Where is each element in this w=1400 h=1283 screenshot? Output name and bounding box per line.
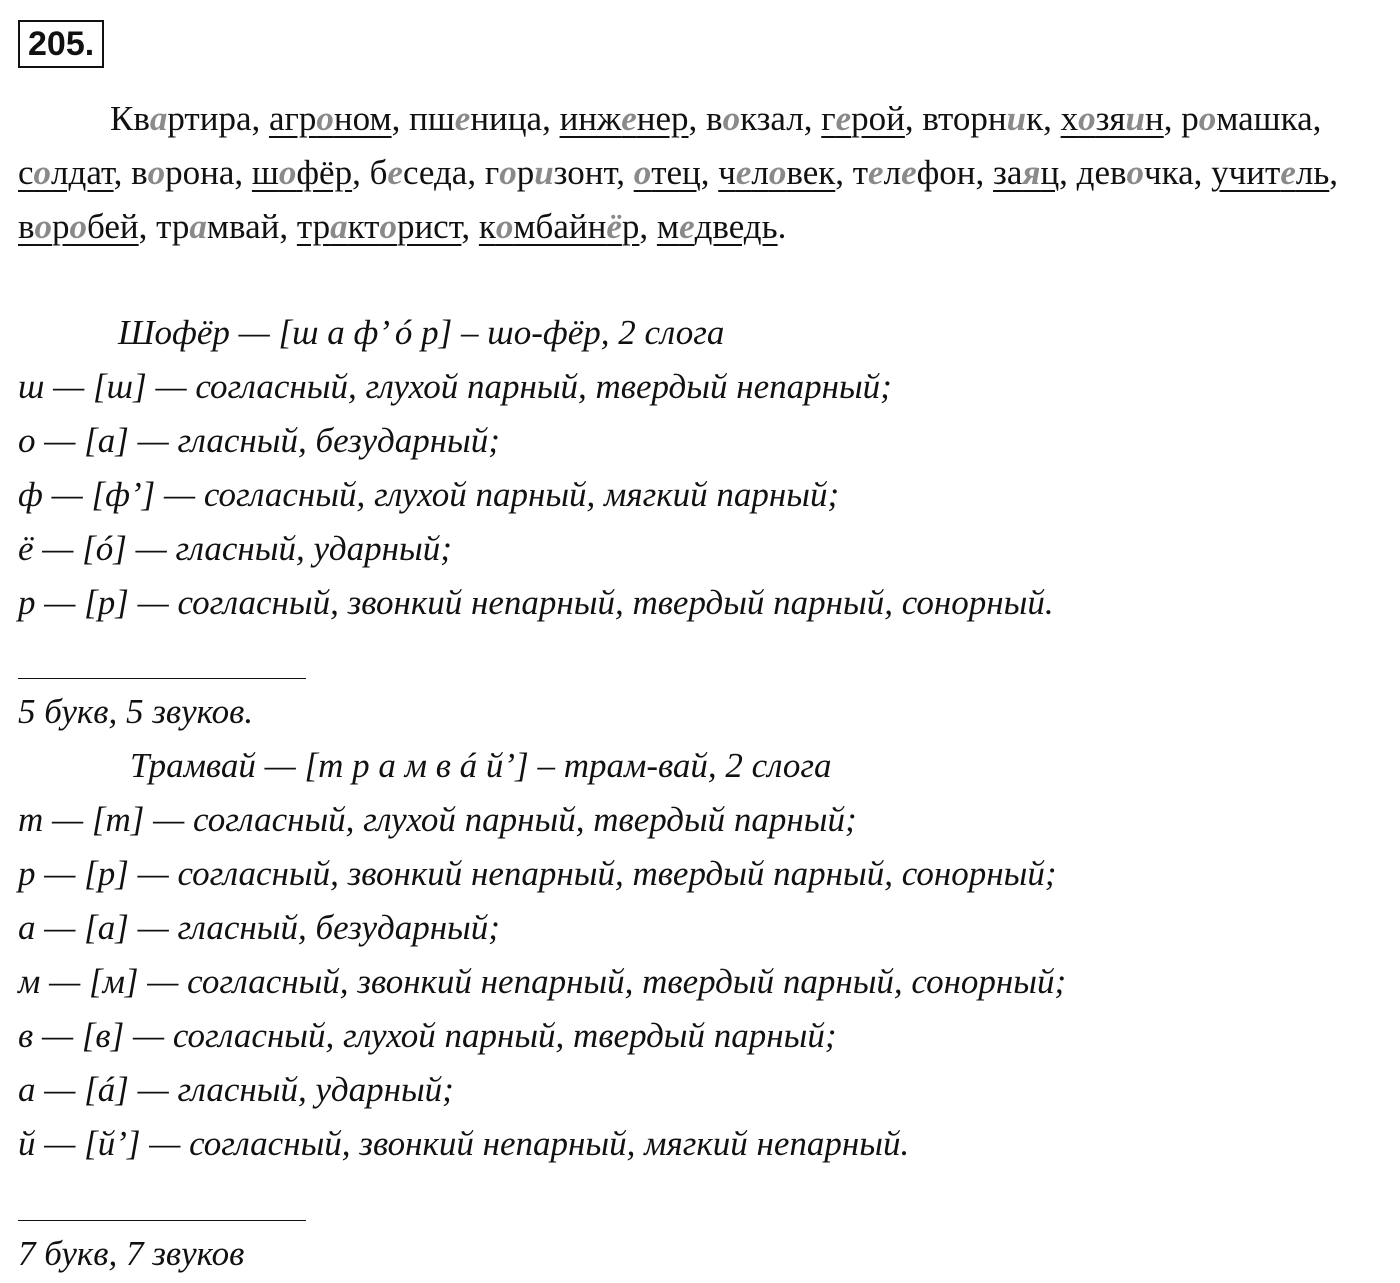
word (18, 153, 114, 192)
analysis-tramvai (18, 739, 1066, 1171)
word-part: тр (156, 207, 190, 246)
word-part: агр (268, 99, 317, 138)
unstressed-vowel: и (1125, 99, 1145, 138)
unstressed-vowel: о (316, 99, 334, 138)
unstressed-vowel: ё (606, 207, 622, 246)
word-part: дев (1076, 153, 1127, 192)
word-part: ль (1295, 153, 1330, 192)
word-part: ш (251, 153, 279, 192)
word-part: дведь (694, 207, 778, 246)
analysis-line: а — [а] — гласный, безударный; (18, 908, 500, 947)
letter-sound-count: 7 букв, 7 звуков (18, 1234, 245, 1273)
word-part: р (621, 207, 640, 246)
word (1181, 99, 1312, 138)
word-part: лдат (51, 153, 114, 192)
unstressed-vowel: я (1022, 153, 1041, 192)
word-part: в (706, 99, 723, 138)
word (1211, 153, 1329, 192)
word-part: р (516, 153, 535, 192)
word-list: Квартира, агроном, пшеница, инженер, вокзал, герой, вторник, хозяин, ромашка, солдат, ворона, шофёр, беседа, горизонт, отец, человек, телефон, заяц, девочка, учитель, воробей, трамвай, тракторист, комбайнёр, медведь. (18, 99, 1339, 246)
word-part: рой (851, 99, 905, 138)
unstressed-vowel: о (633, 153, 652, 192)
letter-sound-count: 5 букв, 5 звуков. (18, 692, 254, 731)
word (993, 153, 1059, 192)
unstressed-vowel: о (1078, 99, 1096, 138)
word-part: г (821, 99, 836, 138)
unstressed-vowel: о (1126, 153, 1145, 192)
word (252, 153, 352, 192)
unstressed-vowel: е (679, 207, 695, 246)
unstressed-vowel: е (1280, 153, 1296, 192)
word (479, 207, 640, 246)
exercise-number: 205. (18, 20, 104, 68)
word (922, 99, 1043, 138)
word-part: инж (559, 99, 622, 138)
word-part: фон (916, 153, 976, 192)
word (853, 153, 976, 192)
word-part: с (18, 153, 34, 192)
word (370, 153, 468, 192)
unstressed-vowel: о (147, 153, 166, 192)
word-part: р (52, 207, 70, 246)
unstressed-vowel: о (722, 99, 741, 138)
unstressed-vowel: е (735, 153, 752, 192)
unstressed-vowel: и (1006, 99, 1027, 138)
word-part: рона (165, 153, 235, 192)
word-part: фёр (296, 153, 353, 192)
divider (18, 678, 306, 679)
unstressed-vowel: о (278, 153, 297, 192)
unstressed-vowel: и (534, 153, 554, 192)
analysis-line: м — [м] — согласный, звонкий непарный, твердый парный, сонорный; (18, 962, 1067, 1001)
unstressed-vowel: е (868, 153, 884, 192)
word-part: л (883, 153, 902, 192)
word-part: Кв (110, 99, 150, 138)
word (1061, 99, 1164, 138)
word (706, 99, 804, 138)
analysis-line: ё — [ó] — гласный, ударный; (18, 529, 452, 568)
analysis-line: т — [т] — согласный, глухой парный, твердый парный; (18, 800, 857, 839)
word-part: вторн (922, 99, 1007, 138)
analysis-line: р — [р] — согласный, звонкий непарный, твердый парный, сонорный. (18, 583, 1054, 622)
unstressed-vowel: е (621, 99, 637, 138)
word (18, 207, 139, 246)
word (156, 207, 279, 246)
word-part: в (131, 153, 148, 192)
word-part: пш (409, 99, 455, 138)
word-part: мвай (206, 207, 280, 246)
word (1077, 153, 1194, 192)
word (560, 99, 689, 138)
word-part: кзал (740, 99, 804, 138)
word-part: тр (296, 207, 331, 246)
word-part: нер (636, 99, 689, 138)
analysis-line: р — [р] — согласный, звонкий непарный, твердый парный, сонорный; (18, 854, 1057, 893)
word-part: за (993, 153, 1023, 192)
word (269, 99, 392, 138)
analysis-line: в — [в] — согласный, глухой парный, твердый парный; (18, 1016, 837, 1055)
analysis-line: о — [а] — гласный, безударный; (18, 421, 500, 460)
unstressed-vowel: а (189, 207, 207, 246)
word-part: к (1026, 99, 1044, 138)
word-part: г (484, 153, 500, 192)
analysis-heading: Трамвай — [т р а м в á й’] – трам-вай, 2 слога (130, 746, 832, 785)
word-part: б (369, 153, 388, 192)
word-part: х (1060, 99, 1079, 138)
word-part: л (751, 153, 769, 192)
unstressed-vowel: а (330, 207, 348, 246)
word (657, 207, 778, 246)
analysis-line: й — [й’] — согласный, звонкий непарный, мягкий непарный. (18, 1124, 910, 1163)
unstressed-vowel: о (1198, 99, 1217, 138)
word-part: ч (718, 153, 736, 192)
analysis-shofer (18, 306, 1054, 630)
unstressed-vowel: е (454, 99, 471, 138)
word-part: в (18, 207, 35, 246)
word-part: бей (87, 207, 139, 246)
word-part: зонт (553, 153, 617, 192)
unstressed-vowel: о (379, 207, 397, 246)
unstressed-vowel: о (499, 153, 517, 192)
word-part: машка (1216, 99, 1313, 138)
unstressed-vowel: о (69, 207, 88, 246)
word-part: век (786, 153, 836, 192)
word-part: чка (1144, 153, 1194, 192)
word-part: зя (1095, 99, 1126, 138)
analysis-line: ф — [ф’] — согласный, глухой парный, мягкий парный; (18, 475, 840, 514)
word (297, 207, 462, 246)
word-part: мбайн (513, 207, 607, 246)
word (634, 153, 701, 192)
word (409, 99, 542, 138)
word-part: т (852, 153, 869, 192)
word-part: ртира (167, 99, 252, 138)
unstressed-vowel: е (901, 153, 917, 192)
word-part: м (656, 207, 680, 246)
unstressed-vowel: е (835, 99, 852, 138)
word-part: н (1145, 99, 1164, 138)
word-part: ц (1040, 153, 1060, 192)
divider (18, 1220, 306, 1221)
unstressed-vowel: о (768, 153, 787, 192)
word (485, 153, 616, 192)
unstressed-vowel: о (34, 207, 53, 246)
word-part: учит (1211, 153, 1281, 192)
analysis-heading: Шофёр — [ш а ф’ ó р] – шо-фёр, 2 слога (118, 313, 725, 352)
word (131, 153, 234, 192)
unstressed-vowel: е (387, 153, 403, 192)
word-part: тец (651, 153, 701, 192)
word-part: к (478, 207, 496, 246)
word-part: кт (347, 207, 380, 246)
analysis-line: а — [á] — гласный, ударный; (18, 1070, 454, 1109)
unstressed-vowel: а (149, 99, 168, 138)
word-part: ница (470, 99, 543, 138)
word (821, 99, 905, 138)
analysis-line: ш — [ш] — согласный, глухой парный, твердый непарный; (18, 367, 892, 406)
word (110, 99, 251, 138)
word-part: р (1181, 99, 1199, 138)
word (718, 153, 835, 192)
word-part: рист (396, 207, 462, 246)
word-part: седа (402, 153, 468, 192)
word-part: ном (333, 99, 392, 138)
unstressed-vowel: о (33, 153, 52, 192)
unstressed-vowel: о (495, 207, 514, 246)
